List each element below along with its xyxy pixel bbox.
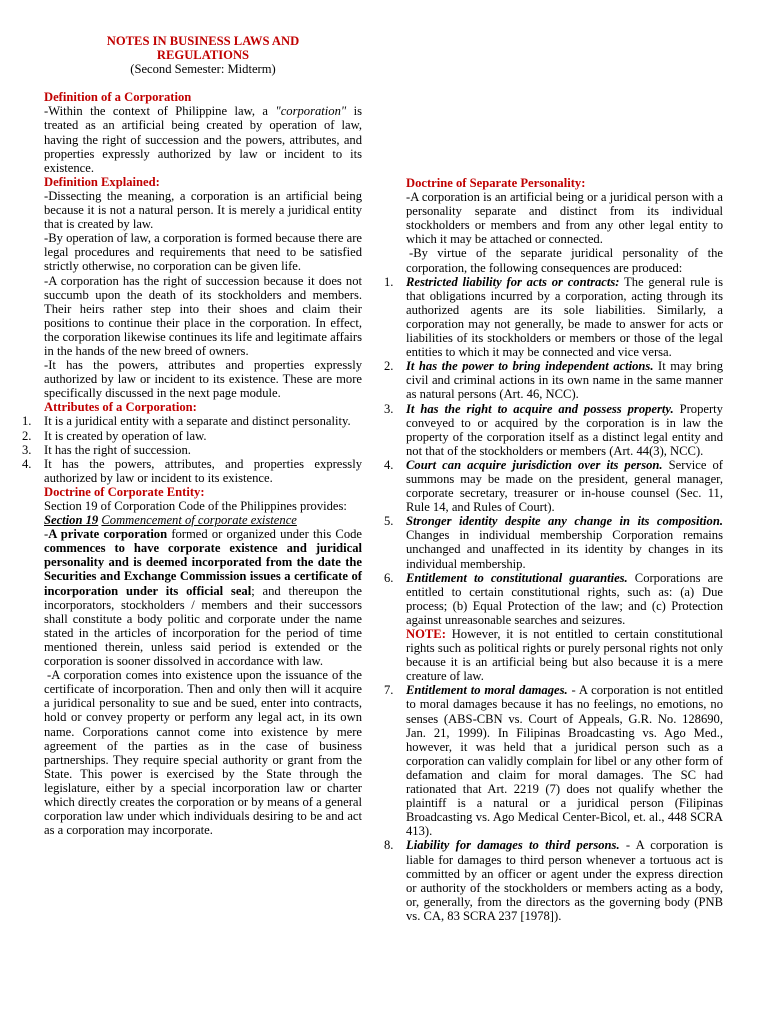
entity-explanation: -A corporation comes into existence upon the issuance of the certificate of incorporation. Then and only then will it acquire a juridical personality to sue and be sued, enter into contracts, hold or convey property or perform any legal act, in its own name. Corporations cannot come into existence by mere agreement of the parties as in the case of business partnerships. They require special authority or grant from the State. This power is exercised by the State through the legislature, either by a special incorporation law or charter which directly creates the corporation or by means of a general corporation law under which individuals desiring to be and act as a corporation may incorporate. xyxy=(44,668,362,838)
definition-paragraph xyxy=(44,104,362,174)
list-text: Property conveyed to or acquired by the corporation is in law the property of the corporation itself as a distinct legal entity and not that of the stockholders or members (Art. 44(3), NCC). xyxy=(406,401,723,458)
quote-bold-2: commences to have corporate existence and juridical personality and is deemed incorporated from the date the Securities and Exchange Commission issues a certificate of incorporation under its official seal xyxy=(44,541,362,598)
list-item xyxy=(384,838,723,923)
document-subtitle: (Second Semester: Midterm) xyxy=(130,62,276,77)
note-label: NOTE: xyxy=(406,627,446,641)
list-number: 2. xyxy=(22,428,32,443)
list-text: Corporations are entitled to certain constitutional rights, such as: (a) Due process; (b) Equal Protection of the law; and (c) Protection against unreasonable searches and seizures. xyxy=(406,570,723,627)
list-item xyxy=(384,457,723,515)
section-title: Commencement of corporate existence xyxy=(101,513,297,528)
attributes-heading: Attributes of a Corporation: xyxy=(44,400,197,415)
list-item xyxy=(384,570,723,684)
list-item xyxy=(384,401,723,458)
list-text: It is created by operation of law. xyxy=(44,428,207,443)
list-lead: Liability for damages to third persons. xyxy=(406,838,620,853)
list-number: 1. xyxy=(384,274,394,289)
list-number: 3. xyxy=(384,401,394,416)
consequences-list xyxy=(384,274,724,923)
list-number: 1. xyxy=(22,414,32,429)
list-lead: Entitlement to moral damages. xyxy=(406,683,568,698)
quote-text-1: formed or organized under this Code xyxy=(167,527,363,542)
list-lead: It has the right to acquire and possess property. xyxy=(406,401,674,416)
list-text: Service of summons may be made on the president, general manager, corporate secretary, treasurer or in-house counsel (Sec. 11, Rule 14, and Rules of Court). xyxy=(406,457,723,515)
list-number: 5. xyxy=(384,514,394,529)
list-item xyxy=(22,442,362,457)
list-lead: It has the power to bring independent actions. xyxy=(406,359,654,374)
list-item xyxy=(22,428,362,443)
explained-paragraph-3: -A corporation has the right of succession because it does not succumb upon the death of its stockholders and members. Their heirs rather step into their shoes and claim their positions to continue their place in the corporation. In effect, the corporation likewise continues its life and legitimate affairs in the hands of the new breed of owners. xyxy=(44,273,363,358)
quote-dash: - xyxy=(44,527,49,542)
entity-intro: Section 19 of Corporation Code of the Philippines provides: xyxy=(44,499,347,513)
explained-paragraph-1: -Dissecting the meaning, a corporation is an artificial being because it is not a natural person. It is merely a juridical entity that is created by law. xyxy=(44,188,362,232)
list-lead: Entitlement to constitutional guaranties. xyxy=(406,570,628,585)
quote-bold-1: A private corporation xyxy=(48,527,168,542)
list-number: 2. xyxy=(384,359,394,374)
list-item xyxy=(384,514,723,571)
list-number: 3. xyxy=(22,442,32,457)
explained-paragraph-4: -It has the powers, attributes and properties expressly authorized by law or incident to its existence. These are more specifically discussed in the next page module. xyxy=(44,358,362,401)
list-number: 8. xyxy=(384,838,394,853)
section-19-title xyxy=(44,513,362,527)
list-number: 6. xyxy=(384,570,394,585)
quote-text-2: ; and thereupon the incorporators, stockholders / members and their successors shall constitute a body politic and corporate under the name stated in the articles of incorporation for the period of time mentioned therein, unless said period is extended or the corporation is sooner dissolved in accordance with law. xyxy=(44,583,362,669)
section-label: Section 19 xyxy=(44,513,99,528)
list-text: It has the powers, attributes, and properties expressly authorized by law or incident to its existence. xyxy=(44,456,362,485)
definition-heading: Definition of a Corporation xyxy=(44,90,192,105)
definition-term: "corporation" xyxy=(275,104,347,119)
list-number: 4. xyxy=(384,457,394,472)
left-column xyxy=(22,34,363,838)
title-line-2: REGULATIONS xyxy=(156,48,250,63)
list-text: Changes in individual membership Corporation remains unchanged and unaffected in its identity by changes in its individual membership. xyxy=(406,528,723,571)
list-item xyxy=(384,683,723,839)
section-19-quote xyxy=(44,527,362,668)
list-text: It is a juridical entity with a separate and distinct personality. xyxy=(44,414,351,429)
definition-text-a: -Within the context of Philippine law, a xyxy=(44,104,276,119)
document-title xyxy=(44,34,362,62)
list-text: It may bring civil and criminal actions in its own name in the same manner as natural persons (Art. 46, NCC). xyxy=(406,359,724,402)
list-text: - A corporation is not entitled to moral damages because it has no feelings, no emotions, no senses (ABS-CBN vs. Court of Appeals, G.R. No. 128690, Jan. 21, 1999). In Filipinas Broadcasting vs. Ago Med., however, it was held that a juridical person such as a corporation can validly complain for libel or any other form of defamation and claim for moral damages. The SC had rationated that Art. 2219 (7) does not qualify whether the plaintiff is a natural or a juridical person (Filipinas Broadcasting vs. Ago Medical Center-Bicol, et. al., 448 SCRA 413). xyxy=(406,683,723,839)
list-text: The general rule is that obligations incurred by a corporation, acting through its authorized agents are its sole liabilities. Similarly, a corporation may not generally, be made to answer for acts or liabilities of its stockholders or members or those of the legal entities to which it may be connected and vice versa. xyxy=(406,274,723,360)
definition-text-b: is treated as an artificial being created by operation of law, having the right of succession and the powers, attributes, and properties expressly authorized by law or incident to its existence. xyxy=(44,104,362,175)
separate-heading: Doctrine of Separate Personality: xyxy=(406,176,586,190)
list-text: It has the right of succession. xyxy=(44,442,191,457)
attributes-list xyxy=(22,414,362,485)
right-column xyxy=(384,176,724,923)
explained-heading: Definition Explained: xyxy=(44,174,160,189)
list-item xyxy=(22,456,362,485)
list-item xyxy=(384,359,724,402)
list-item xyxy=(384,274,723,360)
separate-paragraph-1: -A corporation is an artificial being or a juridical person with a personality separate and distinct from its individual stockholders or members and from any other legal entity to which it may be attached or connected. xyxy=(406,190,723,247)
entity-heading: Doctrine of Corporate Entity: xyxy=(44,484,205,499)
list-text: - A corporation is liable for damages to third person whenever a tortuous act is committed by an officer or agent under the express direction or authority of the stockholders or members acting as a body, or, generally, from the directors as the governing body (PNB vs. CA, 83 SCRA 237 [1978]). xyxy=(406,838,723,923)
title-line-1: NOTES IN BUSINESS LAWS AND xyxy=(106,34,300,48)
list-lead: Court can acquire jurisdiction over its person. xyxy=(406,457,663,472)
list-item xyxy=(22,414,362,429)
note-text: However, it is not entitled to certain constitutional rights such as political rights or purely personal rights not only because it is an artificial being but also because it is a mere creature of law. xyxy=(406,627,723,684)
list-lead: Stronger identity despite any change in its composition. xyxy=(406,514,723,529)
list-lead: Restricted liability for acts or contracts: xyxy=(406,274,620,289)
list-number: 4. xyxy=(22,456,32,471)
list-number: 7. xyxy=(384,683,394,698)
explained-paragraph-2: -By operation of law, a corporation is formed because there are legal procedures and requirements that need to be satisfied strictly otherwise, no corporation can be given life. xyxy=(44,231,362,274)
separate-paragraph-2: -By virtue of the separate juridical personality of the corporation, the following consequences are produced: xyxy=(406,246,723,275)
